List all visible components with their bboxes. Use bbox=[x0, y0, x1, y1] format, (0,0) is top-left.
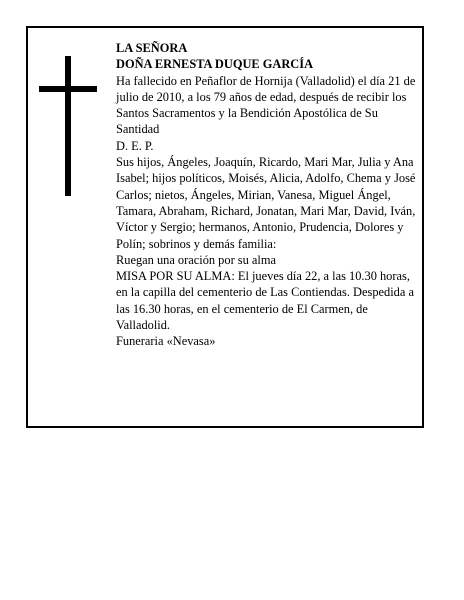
family-list: Sus hijos, Ángeles, Joaquín, Ricardo, Mari Mar, Julia y Ana Isabel; hijos políticos, Moisés, Alicia, Adolfo, Chema y José Carlos; nietos, Ángeles, Mirian, Vanesa, Miguel Ángel, Tamara, Abraham, Richard, Jonatan, Mari Mar, David, Iván, Víctor y Sergio; hermanos, Antonio, Prudencia, Dolores y Polín; sobrinos y demás familia: bbox=[116, 155, 416, 251]
obituary-notice bbox=[26, 26, 424, 428]
rip-abbreviation: D. E. P. bbox=[116, 138, 154, 153]
salutation: LA SEÑORA bbox=[116, 41, 188, 55]
obituary-text bbox=[116, 40, 418, 350]
cross-vertical-bar bbox=[65, 56, 71, 196]
death-announcement: Ha fallecido en Peñaflor de Hornija (Valladolid) el día 21 de julio de 2010, a los 79 años de edad, después de recibir los Santos Sacramentos y la Bendición Apostólica de Su Santidad bbox=[116, 73, 416, 137]
prayer-request: Ruegan una oración por su alma bbox=[116, 252, 276, 267]
mass-details: MISA POR SU ALMA: El jueves día 22, a las 10.30 horas, en la capilla del cementerio de Las Contiendas. Despedida a las 16.30 horas, en el cementerio de El Carmen, de Valladolid. bbox=[116, 269, 414, 333]
funeral-home: Funeraria «Nevasa» bbox=[116, 334, 216, 349]
deceased-name: DOÑA ERNESTA DUQUE GARCÍA bbox=[116, 57, 314, 72]
cross-horizontal-bar bbox=[39, 86, 97, 92]
